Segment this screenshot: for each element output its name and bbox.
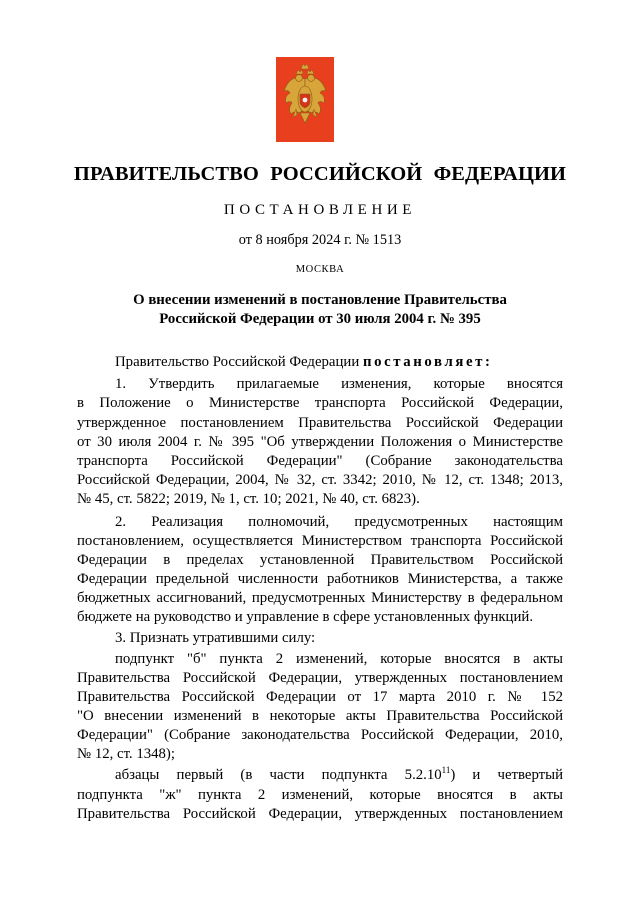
document-type: ПОСТАНОВЛЕНИЕ xyxy=(223,202,417,218)
body-line: постановлением, осуществляется Министерством транспорта Российской xyxy=(77,533,563,549)
body-line: Федерации предельной численности работников Министерства, а также xyxy=(77,571,563,587)
body-line: № 12, ст. 1348); xyxy=(77,746,175,762)
preamble-text: Правительство Российской Федерации xyxy=(115,354,363,370)
preamble xyxy=(77,353,563,371)
document-title-line-2: Российской Федерации от 30 июля 2004 г. № 395 xyxy=(159,311,481,327)
body-line: утвержденное постановлением Правительства Российской Федерации xyxy=(77,415,563,431)
body-line: № 45, ст. 5822; 2019, № 1, ст. 10; 2021, № 40, ст. 6823). xyxy=(77,491,420,507)
government-heading: ПРАВИТЕЛЬСТВО РОССИЙСКОЙ ФЕДЕРАЦИИ xyxy=(73,163,567,185)
body-line: Федерации в пределах установленной Правительством Российской xyxy=(77,552,563,568)
body-line: подпункт "б" пункта 2 изменений, которые вносятся в акты xyxy=(115,651,563,667)
body-line: Правительства Российской Федерации, утвержденных постановлением xyxy=(77,806,563,822)
body-line: 1. Утвердить прилагаемые изменения, которые вносятся xyxy=(115,376,563,392)
body-line xyxy=(77,766,563,784)
body-line-text: ) и четвертый xyxy=(450,767,563,783)
body-line: Федерации" (Собрание законодательства Российской Федерации, 2010, xyxy=(77,727,563,743)
body-line: "О внесении изменений в некоторые акты Правительства Российской xyxy=(77,708,563,724)
body-line: 3. Признать утратившими силу: xyxy=(115,630,316,646)
body-line: Правительства Российской Федерации, утвержденных постановлением xyxy=(77,670,563,686)
body-line: подпункта "ж" пункта 2 изменений, которые вносятся в акты xyxy=(77,787,563,803)
body-line: бюджете на руководство и управление в сфере установленных функций. xyxy=(77,609,534,625)
body-line: бюджетных ассигнований, предусмотренных Министерству в федеральном xyxy=(77,590,563,606)
body-line: Правительства Российской Федерации от 17 марта 2010 г. № 152 xyxy=(77,689,563,705)
body-line: в Положение о Министерстве транспорта Российской Федерации, xyxy=(77,395,563,411)
body-line: транспорта Российской Федерации" (Собрание законодательства xyxy=(77,453,563,469)
body-line-text: абзацы первый (в части подпункта 5.2.10 xyxy=(115,767,442,783)
body-line: Российской Федерации, 2004, № 32, ст. 3342; 2010, № 12, ст. 1348; 2013, xyxy=(77,472,563,488)
coat-of-arms-emblem xyxy=(276,57,334,142)
document-city: МОСКВА xyxy=(295,264,345,275)
preamble-verb: постановляет: xyxy=(362,354,493,370)
document-title-line-1: О внесении изменений в постановление Правительства xyxy=(133,292,507,308)
document-date-number: от 8 ноября 2024 г. № 1513 xyxy=(238,232,402,248)
body-line: 2. Реализация полномочий, предусмотренных настоящим xyxy=(115,514,563,530)
body-line: от 30 июля 2004 г. № 395 "Об утверждении Положения о Министерстве xyxy=(77,434,563,450)
superscript-number: 11 xyxy=(441,765,451,775)
